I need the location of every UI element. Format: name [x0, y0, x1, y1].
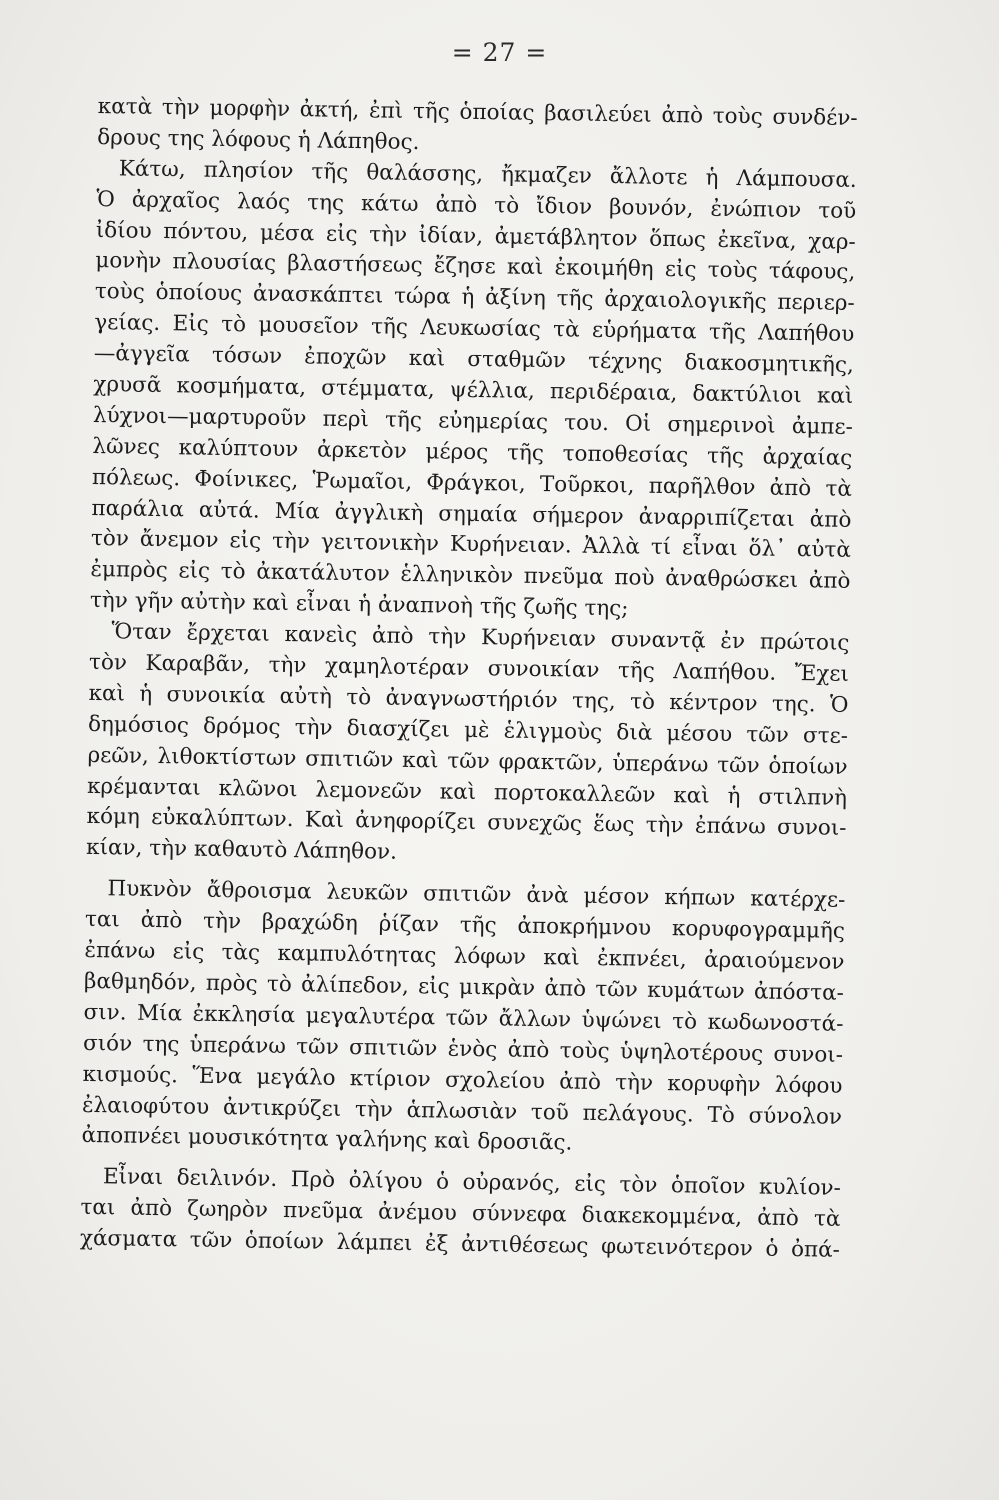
- text-line: ται ἀπὸ τὴν βραχώδη ῥίζαν τῆς ἀποκρήμνου κορυφογραμμῆς: [84, 907, 846, 944]
- text-line: ἐλαιοφύτου ἀντικρύζει τὴν ἁπλωσιὰν τοῦ πελάγους. Τὸ σύνολον: [81, 1092, 843, 1130]
- paragraph: [90, 154, 857, 629]
- text-line: Πυκνὸν ἄθροισμα λευκῶν σπιτιῶν ἀνὰ μέσον κήπων κατέρχε-: [107, 876, 846, 914]
- text-line: δρους της λόφους ἡ Λάπηθος.: [97, 124, 420, 155]
- body-text: [80, 92, 858, 1267]
- text-line: χρυσᾶ κοσμήματα, στέμματα, ψέλλια, περιδέραια, δακτύλιοι καὶ: [93, 371, 854, 409]
- text-line: πόλεως. Φοίνικες, Ῥωμαῖοι, Φράγκοι, Τοῦρκοι, παρῆλθον ἀπὸ τὰ: [91, 464, 853, 502]
- paragraph: [86, 617, 850, 876]
- text-line: κόμη εὐκαλύπτων. Καὶ ἀνηφορίζει συνεχῶς ἕως τὴν ἐπάνω συνοι-: [86, 804, 847, 842]
- text-line: γείας. Εἰς τὸ μουσεῖον τῆς Λευκωσίας τὰ εὑρήματα τῆς Λαπήθου: [94, 310, 855, 348]
- text-line: βαθμηδόν, πρὸς τὸ ἀλίπεδον, εἰς μικρὰν ἀπὸ τῶν κυμάτων ἀπόστα-: [83, 968, 845, 1006]
- text-line: ρεῶν, λιθοκτίστων σπιτιῶν καὶ τῶν φρακτῶν, ὑπεράνω τῶν ὁποίων: [87, 742, 848, 780]
- text-line: μονὴν πλουσίας βλαστήσεως ἔζησε καὶ ἐκοιμήθη εἰς τοὺς τάφους,: [95, 248, 856, 286]
- text-line: τὸν Καραβᾶν, τὴν χαμηλοτέραν συνοικίαν τῆς Λαπήθου. Ἔχει: [88, 649, 850, 687]
- text-line: παράλια αὐτά. Μία ἀγγλικὴ σημαία σήμερον ἀναρριπίζεται ἀπὸ: [91, 495, 852, 533]
- text-line: τὴν γῆν αὐτὴν καὶ εἶναι ἡ ἀναπνοὴ τῆς ζωῆς της;: [89, 588, 629, 622]
- text-line: κρέμανται κλῶνοι λεμονεῶν καὶ πορτοκαλλεῶν καὶ ἡ στιλπνὴ: [86, 773, 848, 811]
- text-line: Ὁ ἀρχαῖος λαός της κάτω ἀπὸ τὸ ἴδιον βουνόν, ἐνώπιον τοῦ: [96, 186, 857, 224]
- text-line: λῶνες καλύπτουν ἀρκετὸν μέρος τῆς τοποθεσίας τῆς ἀρχαίας: [92, 433, 853, 471]
- text-line: τοὺς ὁποίους ἀνασκάπτει τώρα ἡ ἀξίνη τῆς ἀρχαιολογικῆς περιερ-: [94, 279, 855, 317]
- text-line: χάσματα τῶν ὁποίων λάμπει ἐξ ἀντιθέσεως φωτεινότερον ὁ ὀπά-: [79, 1225, 841, 1263]
- text-line: Κάτω, πλησίον τῆς θαλάσσης, ἤκμαζεν ἄλλοτε ἡ Λάμπουσα.: [118, 156, 857, 193]
- text-line: σιν. Μία ἐκκλησία μεγαλυτέρα τῶν ἄλλων ὑψώνει τὸ κωδωνοστά-: [83, 999, 844, 1037]
- text-line: ἐμπρὸς εἰς τὸ ἀκατάλυτον ἑλληνικὸν πνεῦμα ποὺ ἀναθρώσκει ἀπὸ: [90, 557, 851, 595]
- text-line: ἐπάνω εἰς τὰς καμπυλότητας λόφων καὶ ἐκπνέει, ἀραιούμενον: [84, 937, 845, 975]
- text-line: τὸν ἄνεμον εἰς τὴν γειτονικὴν Κυρήνειαν. Ἀλλὰ τί εἶναι ὅλ᾿ αὐτὰ: [90, 526, 852, 564]
- paragraph: [81, 874, 845, 1164]
- paragraph: [80, 1162, 841, 1267]
- text-line: ἰδίου πόντου, μέσα εἰς τὴν ἰδίαν, ἀμετάβλητον ὅπως ἐκεῖνα, χαρ-: [95, 217, 856, 255]
- text-line: σιόν της ὑπεράνω τῶν σπιτιῶν ἑνὸς ἀπὸ τοὺς ὑψηλοτέρους συνοι-: [82, 1030, 844, 1068]
- text-line: λύχνοι—μαρτυροῦν περὶ τῆς εὐημερίας του. Οἱ σημερινοὶ ἀμπε-: [92, 402, 854, 440]
- text-line: κισμούς. Ἕνα μεγάλο κτίριον σχολείου ἀπὸ τὴν κορυφὴν λόφου: [82, 1061, 843, 1099]
- page-number: = 27 =: [451, 38, 548, 67]
- text-line: ἀποπνέει μουσικότητα γαλήνης καὶ δροσιᾶς.: [81, 1123, 573, 1156]
- text-line: καὶ ἡ συνοικία αὐτὴ τὸ ἀναγνωστήριόν της, τὸ κέντρον της. Ὁ: [88, 680, 849, 718]
- text-line: Εἶναι δειλινόν. Πρὸ ὀλίγου ὁ οὐρανός, εἰς τὸν ὁποῖον κυλίον-: [102, 1164, 842, 1202]
- text-line: ται ἀπὸ ζωηρὸν πνεῦμα ἀνέμου σύννεφα διακεκομμένα, ἀπὸ τὰ: [80, 1195, 841, 1232]
- paragraph: [97, 92, 858, 166]
- text-line: Ὅταν ἔρχεται κανεὶς ἀπὸ τὴν Κυρήνειαν συναντᾷ ἐν πρώτοις: [111, 619, 850, 657]
- text-line: κατὰ τὴν μορφὴν ἀκτή, ἐπὶ τῆς ὁποίας βασιλεύει ἀπὸ τοὺς συνδέν-: [97, 93, 858, 131]
- text-line: —ἀγγεῖα τόσων ἐποχῶν καὶ σταθμῶν τέχνης διακοσμητικῆς,: [93, 341, 854, 379]
- text-line: κίαν, τὴν καθαυτὸ Λάπηθον.: [85, 835, 398, 866]
- text-line: δημόσιος δρόμος τὴν διασχίζει μὲ ἑλιγμοὺς διὰ μέσου τῶν στε-: [87, 711, 849, 749]
